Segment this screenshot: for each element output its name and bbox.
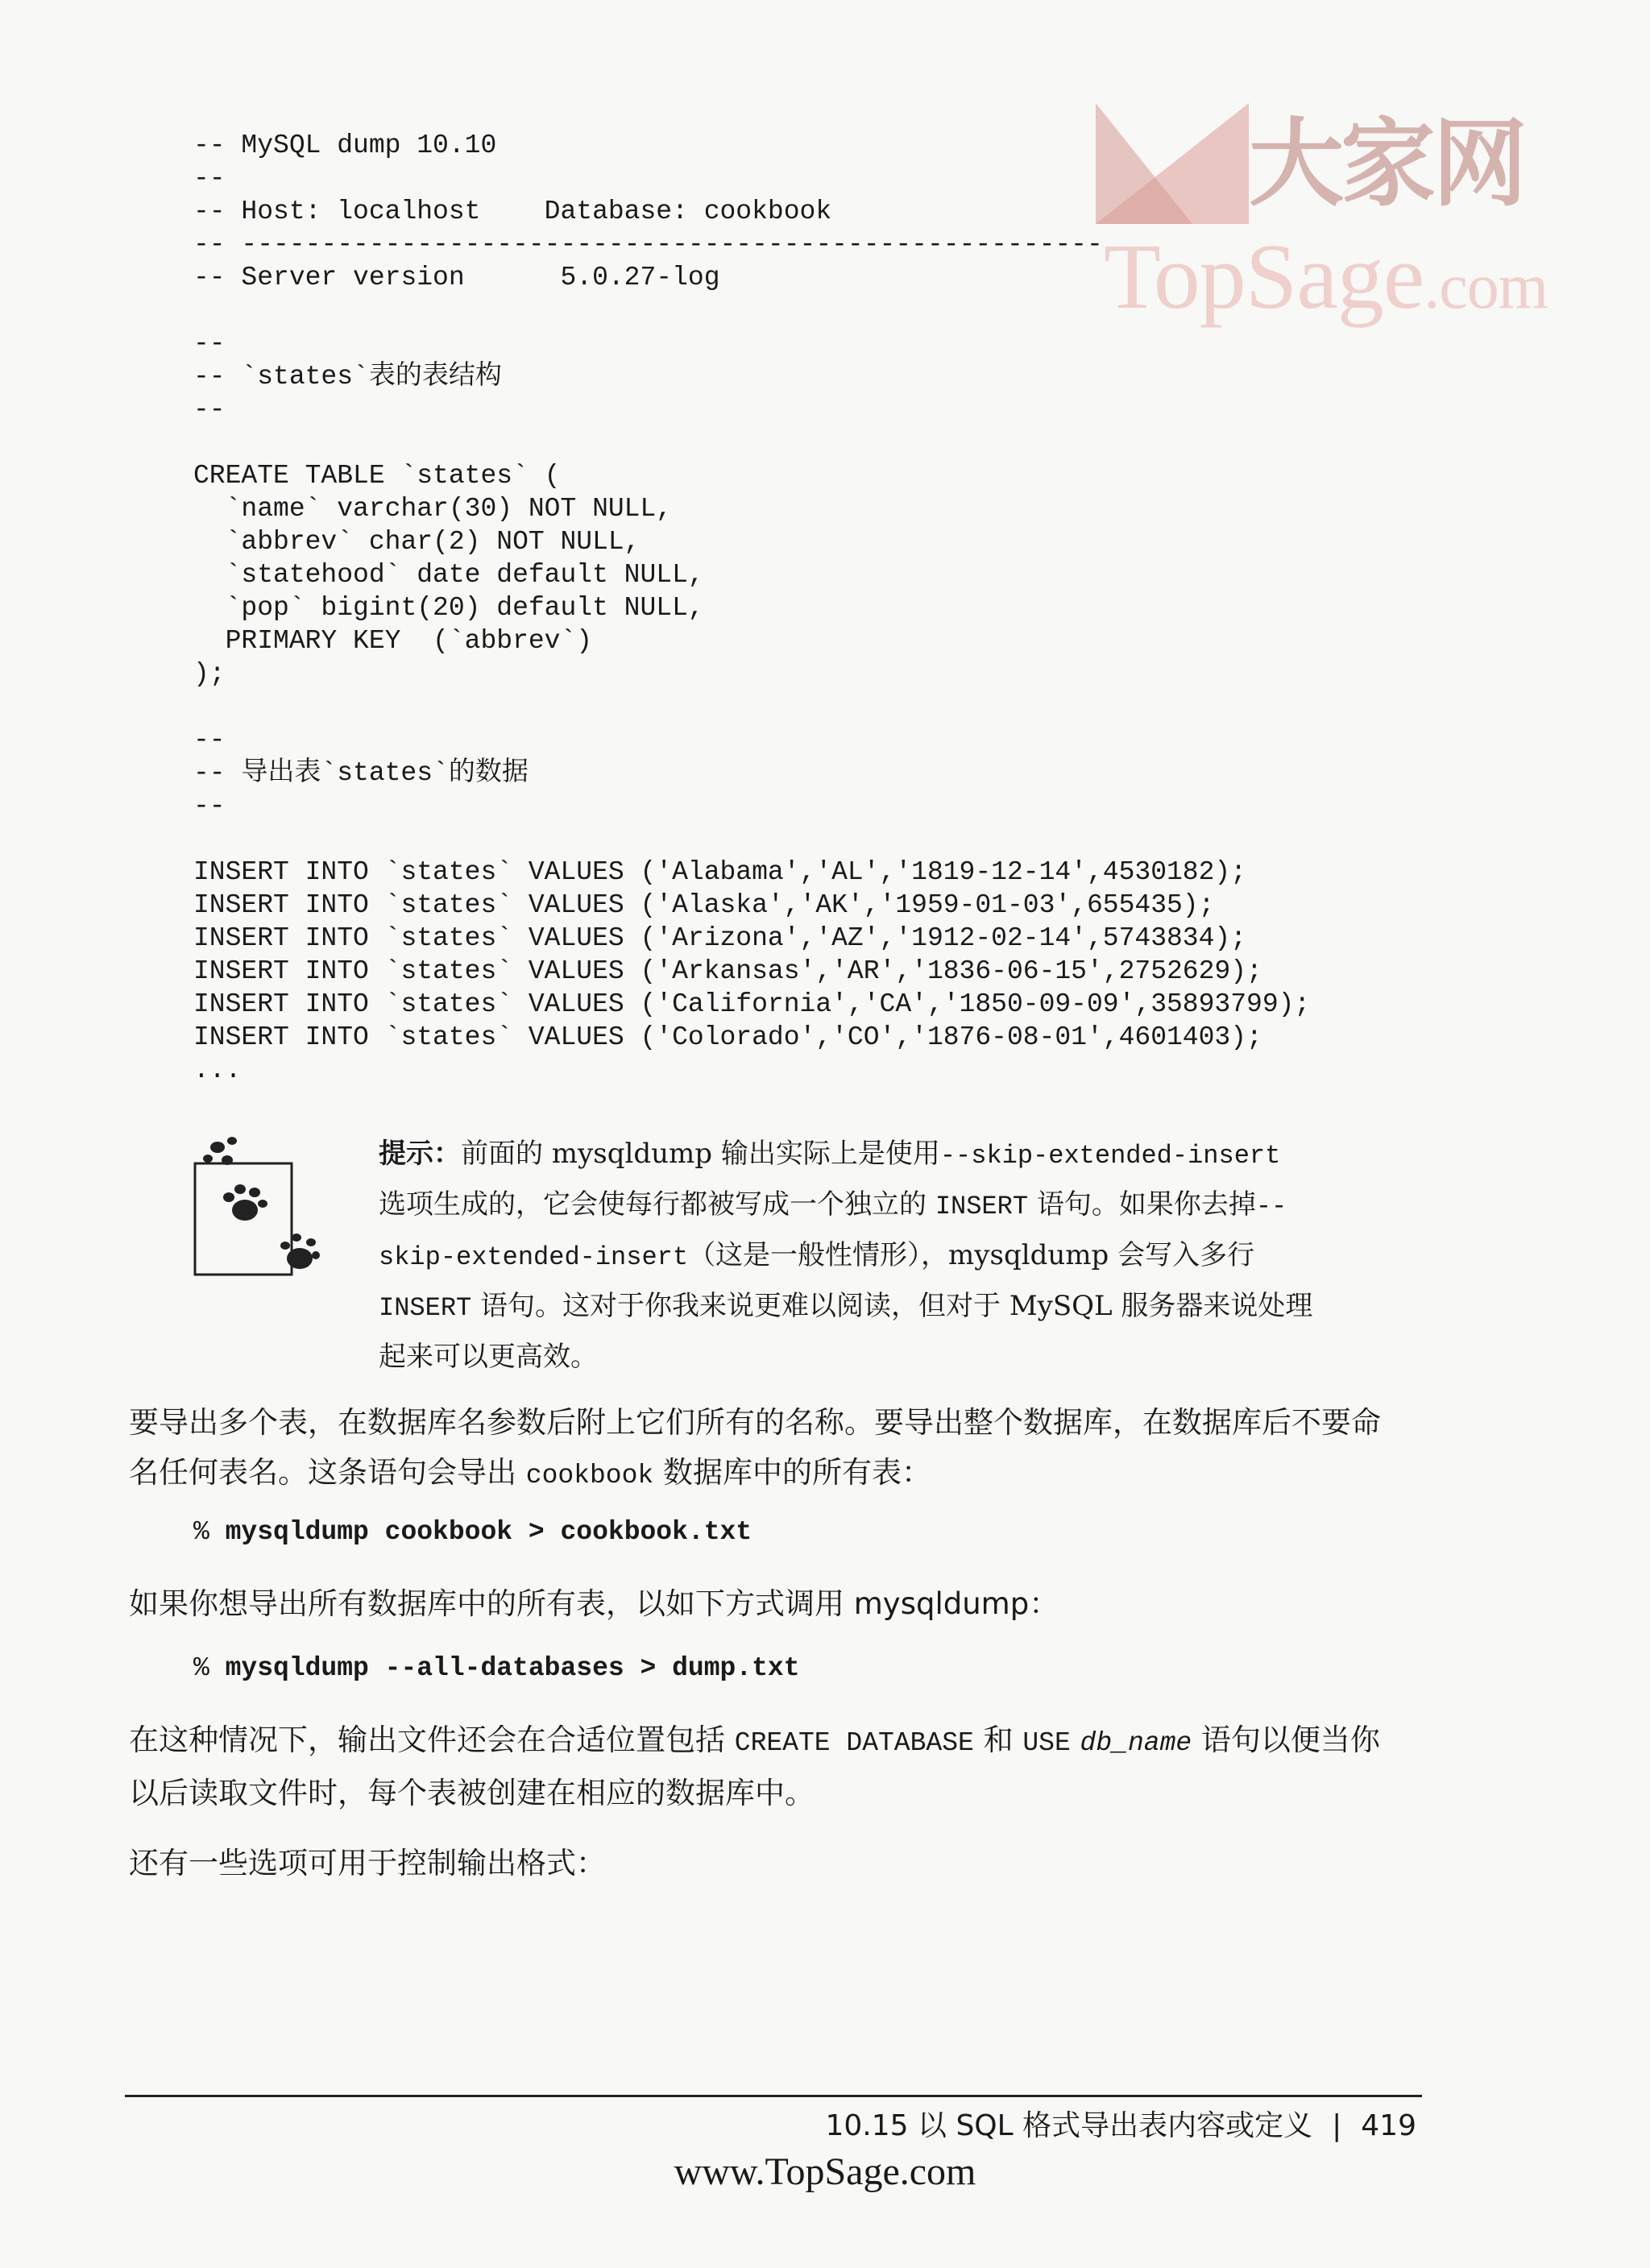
tip-text-3: 语句。如果你去掉 <box>1028 1188 1256 1221</box>
para4-text: 还有一些选项可用于控制输出格式： <box>129 1846 606 1880</box>
para3-text-2: 和 <box>973 1723 1023 1757</box>
tip-text-1: 前面的 mysqldump 输出实际上是使用 <box>461 1138 940 1170</box>
code-line: -- `states`表的表结构 <box>193 362 502 392</box>
code-line: `pop` bigint(20) default NULL, <box>193 593 704 623</box>
tip-note-text <box>379 1130 1313 1381</box>
tip-text-2: 选项生成的，它会使每行都被写成一个独立的 <box>379 1188 935 1221</box>
code-line: -- 导出表`states`的数据 <box>193 758 529 788</box>
tip-code-3: --skip-extended-insert <box>379 1192 1287 1272</box>
para1-text-1: 要导出多个表，在数据库名参数后附上它们所有的名称。要导出整个数据库，在数据库后不要命名任何表名。这条语句会导出 <box>129 1405 1381 1490</box>
code-line: -- Host: localhost Database: cookbook <box>193 197 832 226</box>
cmd1-prompt: % <box>193 1517 226 1547</box>
code-line: -- <box>193 791 226 821</box>
code-line: -- ------------------------------------------------------ <box>193 230 1103 259</box>
para3-text-3: 语句以便当你以后读取文件时，每个表被创建在相应的数据库中。 <box>129 1723 1380 1810</box>
cmd2-text: mysqldump --all-databases > dump.txt <box>225 1653 800 1683</box>
site-url: www.TopSage.com <box>674 2150 976 2193</box>
code-line: -- <box>193 725 226 755</box>
para3-code-2: USE <box>1022 1728 1071 1758</box>
footer-section-title: 10.15 以 SQL 格式导出表内容或定义 <box>825 2109 1313 2142</box>
command-dump-cookbook <box>193 1517 752 1547</box>
tip-text-4: （这是一般性情形），mysqldump 会写入多行 <box>688 1239 1255 1271</box>
tip-code-4: INSERT <box>379 1293 472 1323</box>
para1-code-1: cookbook <box>525 1461 654 1491</box>
para3-text-1: 在这种情况下，输出文件还会在合适位置包括 <box>129 1723 735 1757</box>
footer-separator: | <box>1332 2109 1342 2142</box>
code-line: INSERT INTO `states` VALUES ('Arkansas','AR','1836-06-15',2752629); <box>193 956 1262 986</box>
code-line: -- <box>193 164 226 193</box>
paragraph-format-options <box>129 1839 1402 1889</box>
code-line: -- <box>193 329 226 359</box>
sql-dump-code-block <box>193 129 1310 1087</box>
code-line: INSERT INTO `states` VALUES ('Arizona','AZ','1912-02-14',5743834); <box>193 923 1247 953</box>
code-line: `abbrev` char(2) NOT NULL, <box>193 527 641 557</box>
code-line: INSERT INTO `states` VALUES ('California','CA','1850-09-09',35893799); <box>193 989 1311 1019</box>
footer-page-number: 419 <box>1361 2109 1416 2142</box>
code-line: INSERT INTO `states` VALUES ('Colorado','CO','1876-08-01',4601403); <box>193 1022 1262 1052</box>
tip-paw-icon <box>187 1130 332 1283</box>
code-line: -- MySQL dump 10.10 <box>193 131 497 160</box>
code-line: ); <box>193 659 226 689</box>
code-line: `statehood` date default NULL, <box>193 560 704 590</box>
paragraph-export-multiple-tables <box>129 1398 1402 1501</box>
cmd1-text: mysqldump cookbook > cookbook.txt <box>225 1517 752 1547</box>
watermark-brand-suffix: .com <box>1424 251 1548 322</box>
paragraph-create-database-note <box>129 1715 1402 1818</box>
tip-code-2: INSERT <box>935 1192 1029 1221</box>
page-footer <box>826 2103 1417 2144</box>
para3-code-1: CREATE DATABASE <box>734 1728 974 1758</box>
code-line: -- Server version 5.0.27-log <box>193 263 720 292</box>
code-line: `name` varchar(30) NOT NULL, <box>193 494 673 524</box>
cmd2-prompt: % <box>193 1653 226 1683</box>
code-line: PRIMARY KEY (`abbrev`) <box>193 626 593 656</box>
code-line: INSERT INTO `states` VALUES ('Alaska','AK','1959-01-03',655435); <box>193 890 1215 920</box>
code-line: -- <box>193 395 226 425</box>
para2-text: 如果你想导出所有数据库中的所有表，以如下方式调用 mysqldump： <box>129 1586 1059 1621</box>
paragraph-export-all-databases <box>129 1579 1402 1629</box>
para1-text-2: 数据库中的所有表： <box>653 1455 931 1490</box>
code-line: INSERT INTO `states` VALUES ('Alabama','AL','1819-12-14',4530182); <box>193 857 1247 887</box>
watermark-cn-text: 大家网 <box>1249 107 1525 219</box>
footer-rule <box>125 2095 1422 2097</box>
code-line: CREATE TABLE `states` ( <box>193 461 561 491</box>
watermark-brand: TopSage <box>1104 226 1424 329</box>
tip-label: 提示： <box>379 1138 461 1170</box>
code-line: ... <box>193 1055 242 1085</box>
command-dump-all-databases <box>193 1653 800 1683</box>
tip-text-5: 语句。这对于你我来说更难以阅读，但对于 MySQL 服务器来说处理起来可以更高效。 <box>379 1290 1313 1373</box>
tip-code-1: --skip-extended-insert <box>939 1141 1281 1171</box>
para3-italic-dbname: db_name <box>1080 1728 1192 1758</box>
